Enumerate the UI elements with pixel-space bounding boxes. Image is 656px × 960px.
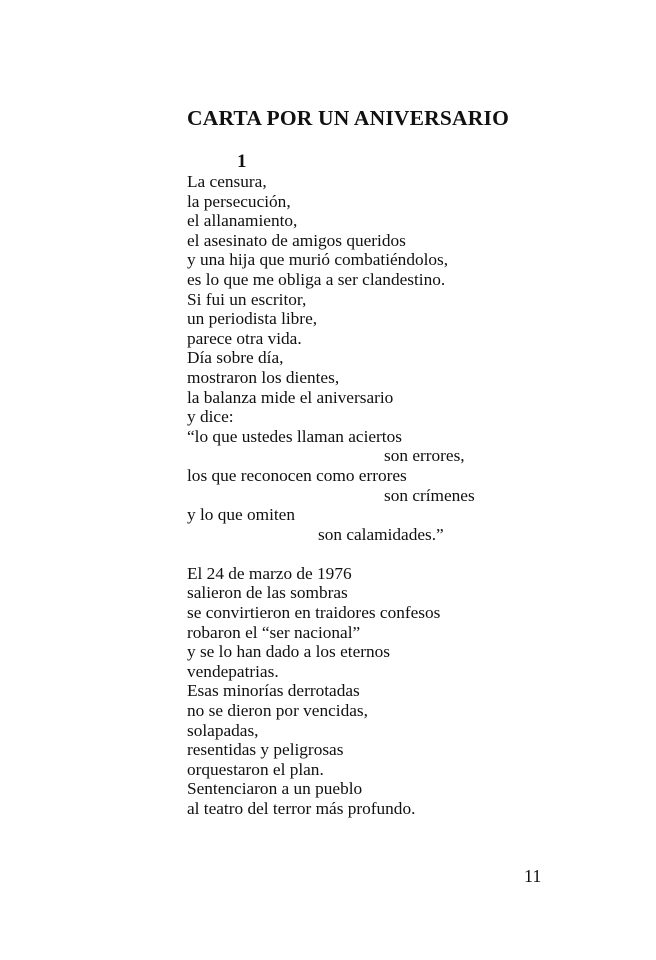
poem-line: son crímenes — [384, 485, 475, 505]
poem-line: resentidas y peligrosas — [187, 740, 344, 760]
poem-line: se convirtieron en traidores confesos — [187, 603, 441, 623]
poem-line: son errores, — [384, 446, 465, 466]
poem-line: solapadas, — [187, 720, 259, 740]
poem-line: mostraron los dientes, — [187, 367, 340, 387]
poem-line: Sentenciaron a un pueblo — [187, 779, 363, 799]
poem-line: la balanza mide el aniversario — [187, 387, 394, 407]
poem-line: parece otra vida. — [187, 328, 302, 348]
poem-line: un periodista libre, — [187, 309, 318, 329]
poem-body — [187, 172, 475, 819]
poem-line: son calamidades.” — [318, 524, 444, 544]
poem-line: el allanamiento, — [187, 211, 298, 231]
poem-line: Si fui un escritor, — [187, 289, 307, 309]
poem-title: CARTA POR UN ANIVERSARIO — [187, 106, 509, 130]
poem-line: y una hija que murió combatiéndolos, — [187, 250, 449, 270]
poem-line: “lo que ustedes llaman aciertos — [187, 426, 402, 446]
poem-line: salieron de las sombras — [187, 583, 348, 603]
poem-line: y se lo han dado a los eternos — [187, 642, 391, 662]
poem-line: no se dieron por vencidas, — [187, 701, 368, 721]
stanza-break — [187, 544, 475, 564]
poem-line: los que reconocen como errores — [187, 465, 407, 485]
poem-line: vendepatrias. — [187, 661, 279, 681]
poem-line: Día sobre día, — [187, 348, 284, 368]
poem-line: el asesinato de amigos queridos — [187, 230, 406, 250]
poem-line: es lo que me obliga a ser clandestino. — [187, 269, 446, 289]
poem-line: La censura, — [187, 172, 267, 191]
poem-line: y dice: — [187, 407, 234, 427]
poem-line: y lo que omiten — [187, 505, 295, 525]
page-number: 11 — [524, 866, 542, 886]
poem-line: El 24 de marzo de 1976 — [187, 563, 352, 583]
poem-line: la persecución, — [187, 191, 291, 211]
poem-line: al teatro del terror más profundo. — [187, 799, 416, 818]
poem-line: orquestaron el plan. — [187, 759, 324, 779]
poem-line: Esas minorías derrotadas — [187, 681, 360, 701]
section-number: 1 — [237, 151, 247, 172]
poem-line: robaron el “ser nacional” — [187, 622, 361, 642]
